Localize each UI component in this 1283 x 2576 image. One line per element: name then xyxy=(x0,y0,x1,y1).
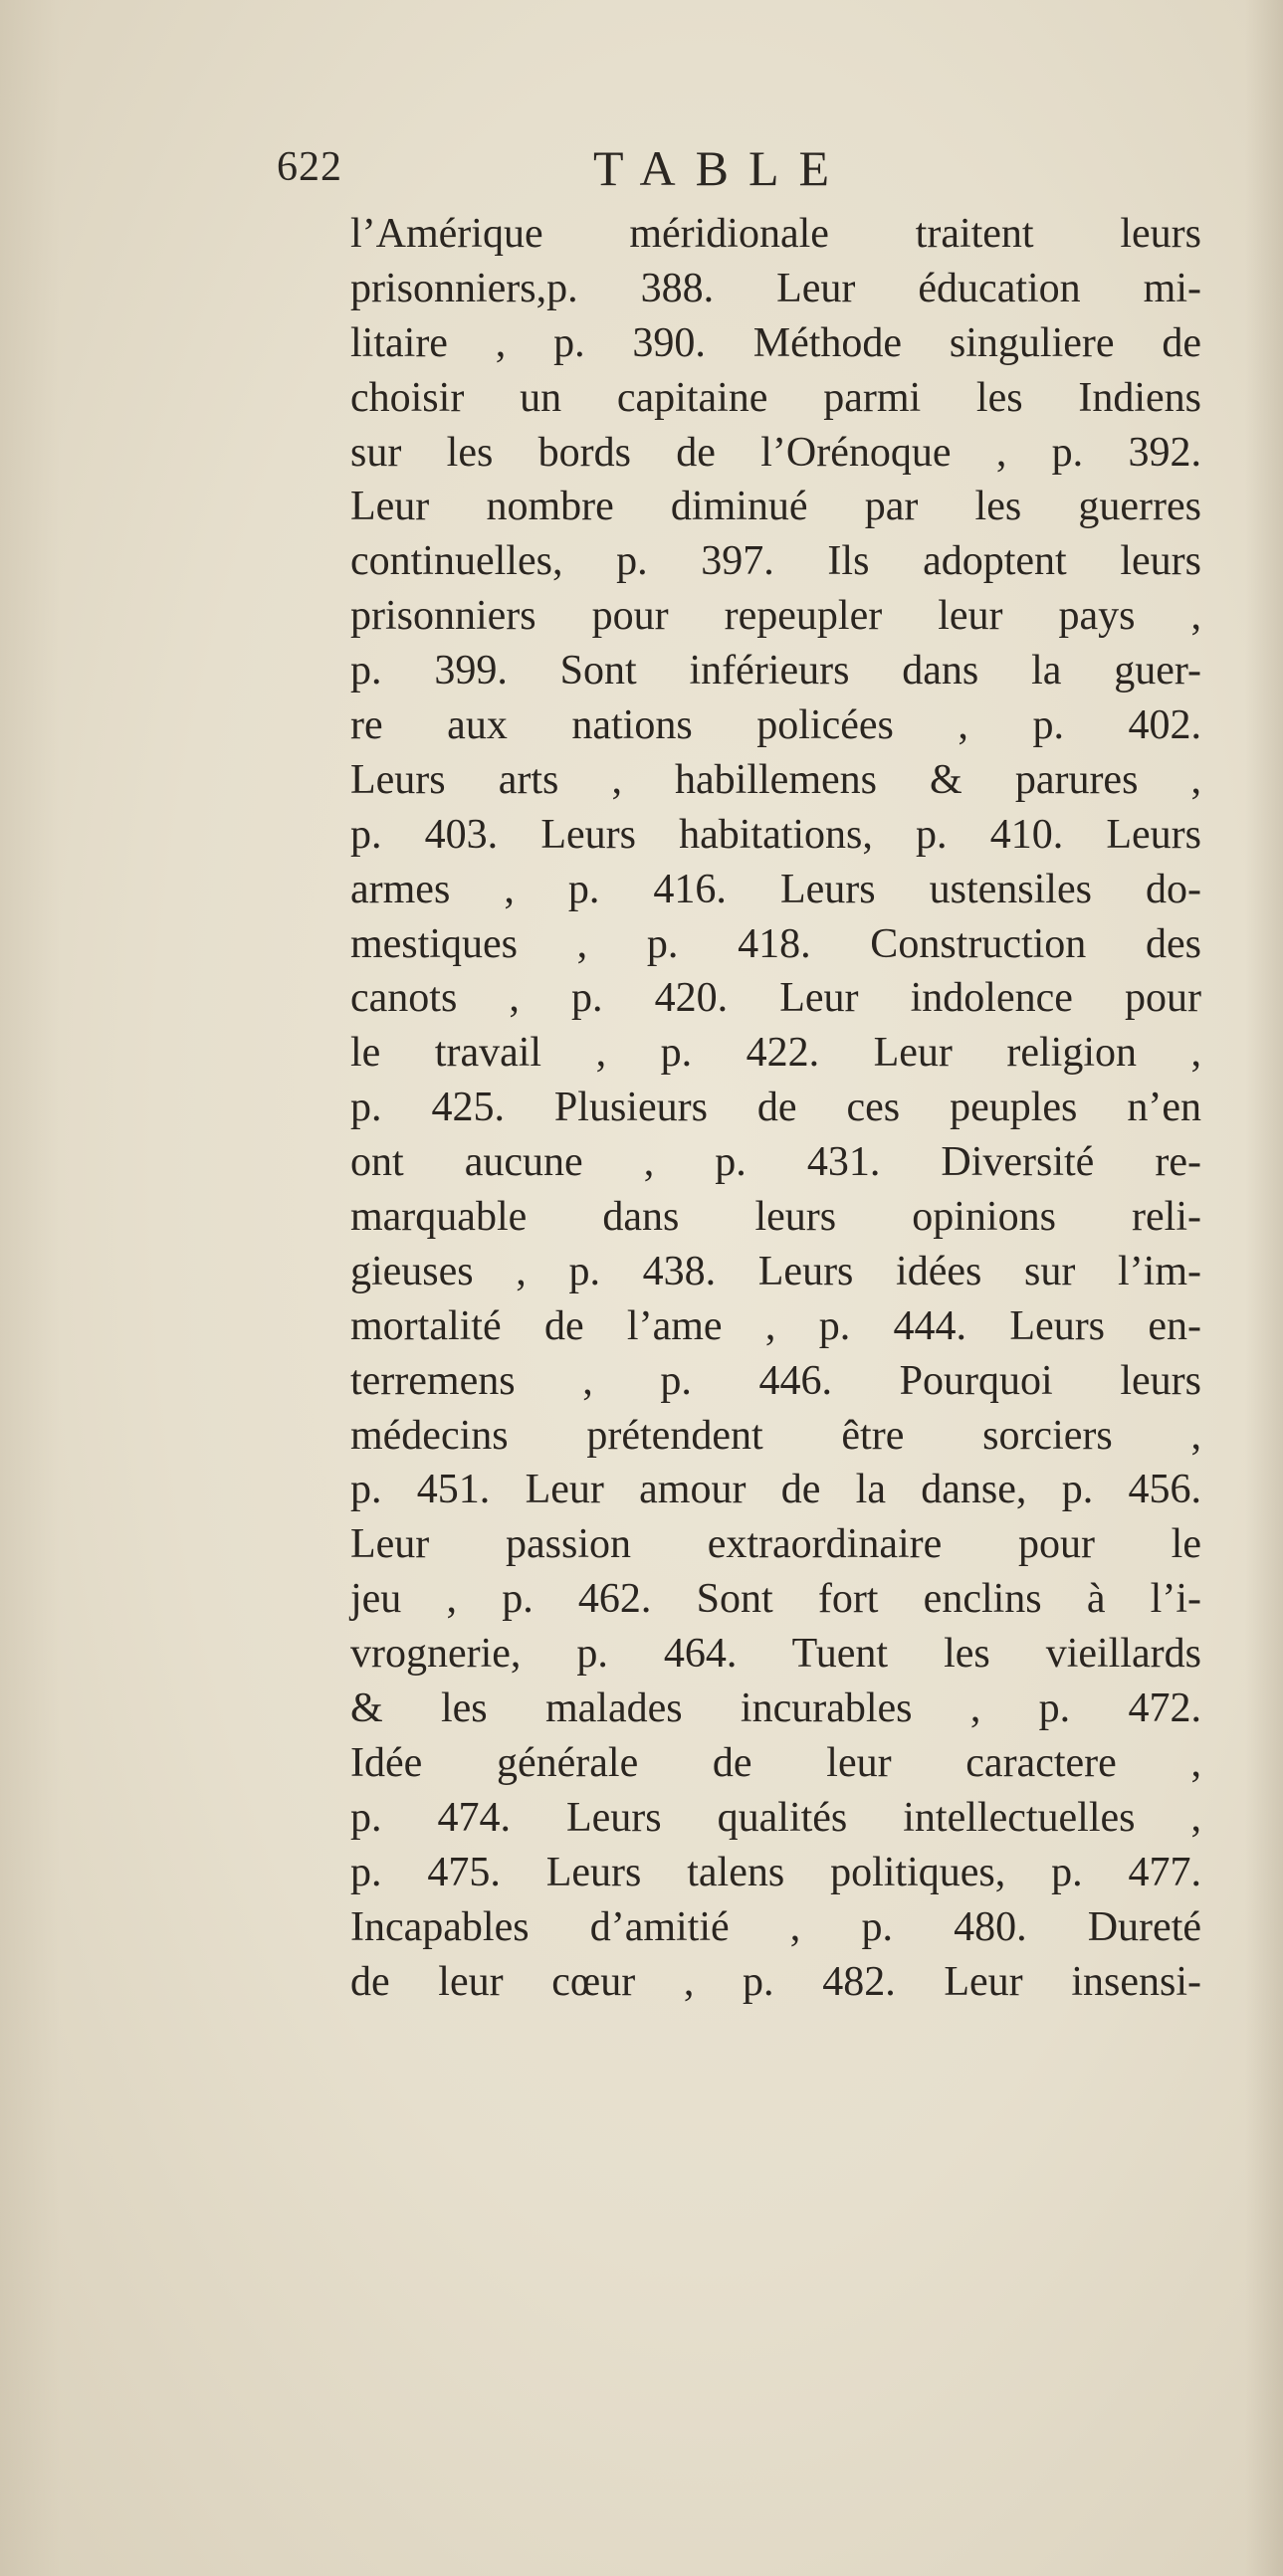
text-line: ont aucune , p. 431. Diversité re- xyxy=(350,1139,1201,1186)
page-edge-shadow xyxy=(1245,0,1283,2576)
text-line: gieuses , p. 438. Leurs idées sur l’im- xyxy=(350,1248,1201,1294)
text-line: choisir un capitaine parmi les Indiens xyxy=(350,374,1201,421)
text-line: p. 399. Sont inférieurs dans la guer- xyxy=(350,648,1201,694)
page-header xyxy=(277,139,914,199)
text-line: médecins prétendent être sorciers , xyxy=(350,1412,1201,1459)
text-line: Leurs arts , habillemens & parures , xyxy=(350,756,1201,803)
text-line: canots , p. 420. Leur indolence pour xyxy=(350,975,1201,1022)
text-line: prisonniers pour repeupler leur pays , xyxy=(350,593,1201,640)
text-line: l’Amérique méridionale traitent leurs xyxy=(350,211,1201,257)
text-line: de leur cœur , p. 482. Leur insensi- xyxy=(350,1958,1201,2005)
text-line: p. 425. Plusieurs de ces peuples n’en xyxy=(350,1085,1201,1131)
text-line: sur les bords de l’Orénoque , p. 392. xyxy=(350,429,1201,476)
text-line: Idée générale de leur caractere , xyxy=(350,1739,1201,1786)
text-line: & les malades incurables , p. 472. xyxy=(350,1685,1201,1732)
text-line: vrognerie, p. 464. Tuent les vieillards xyxy=(350,1631,1201,1678)
text-line: mortalité de l’ame , p. 444. Leurs en- xyxy=(350,1302,1201,1349)
text-line: Leur nombre diminué par les guerres xyxy=(350,484,1201,530)
text-line: le travail , p. 422. Leur religion , xyxy=(350,1030,1201,1077)
text-line: mestiques , p. 418. Construction des xyxy=(350,920,1201,967)
text-line: prisonniers,p. 388. Leur éducation mi- xyxy=(350,265,1201,311)
text-line: continuelles, p. 397. Ils adoptent leurs xyxy=(350,538,1201,585)
text-line: re aux nations policées , p. 402. xyxy=(350,702,1201,749)
text-line: p. 451. Leur amour de la danse, p. 456. xyxy=(350,1467,1201,1513)
text-line: jeu , p. 462. Sont fort enclins à l’i- xyxy=(350,1576,1201,1623)
text-line: Leur passion extraordinaire pour le xyxy=(350,1521,1201,1568)
text-line: p. 403. Leurs habitations, p. 410. Leurs xyxy=(350,811,1201,858)
text-line: p. 474. Leurs qualités intellectuelles , xyxy=(350,1794,1201,1841)
page-gutter-shadow xyxy=(0,0,60,2576)
index-text-block xyxy=(350,207,1206,2009)
text-line: p. 475. Leurs talens politiques, p. 477. xyxy=(350,1849,1201,1895)
text-line: marquable dans leurs opinions reli- xyxy=(350,1194,1201,1241)
running-title: TABLE xyxy=(593,140,850,196)
text-line: terremens , p. 446. Pourquoi leurs xyxy=(350,1357,1201,1404)
text-line: Incapables d’amitié , p. 480. Dureté xyxy=(350,1903,1201,1950)
text-line: litaire , p. 390. Méthode singuliere de xyxy=(350,319,1201,366)
text-line: armes , p. 416. Leurs ustensiles do- xyxy=(350,866,1201,912)
page-number: 622 xyxy=(277,144,342,190)
